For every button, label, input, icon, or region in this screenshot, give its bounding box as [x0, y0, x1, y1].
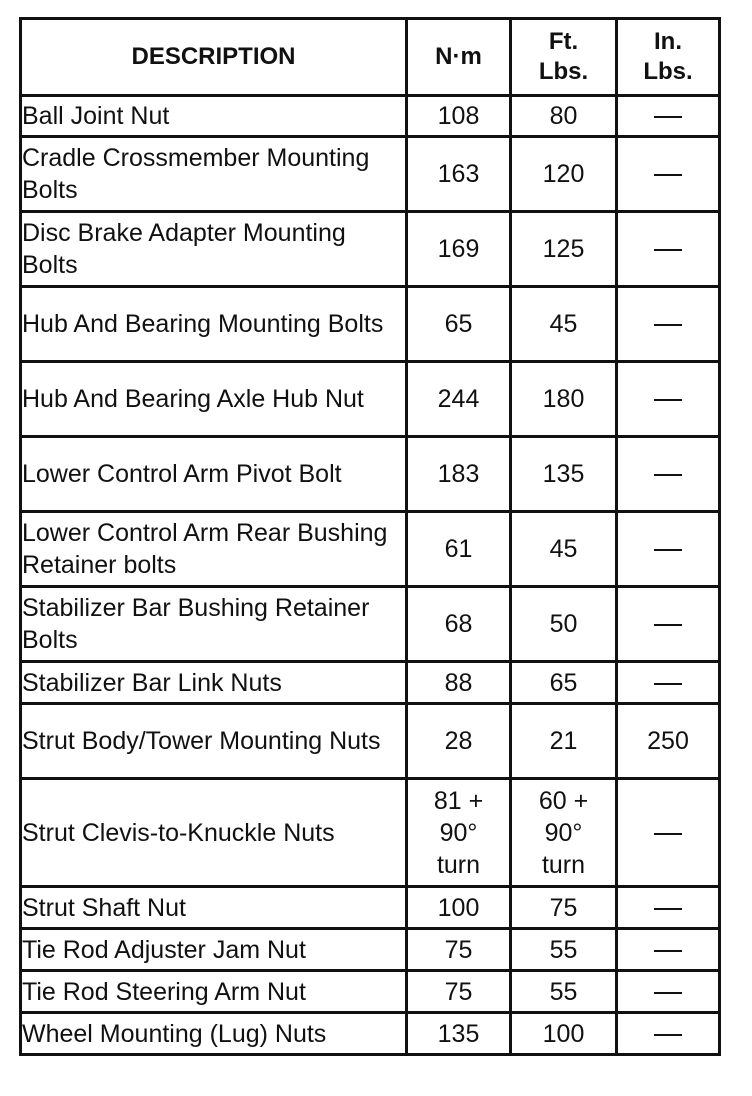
header-in-lbs-line1: In.	[654, 28, 682, 55]
row-ft-lbs: 135	[511, 437, 617, 512]
row-nm-line: 90°	[439, 818, 478, 847]
row-nm: 183	[407, 437, 511, 512]
row-nm: 100	[407, 887, 511, 929]
row-description: Strut Shaft Nut	[21, 887, 407, 929]
row-in-lbs-dash	[654, 624, 682, 626]
row-in-lbs-dash	[654, 474, 682, 476]
row-nm: 169	[407, 212, 511, 287]
table-row	[21, 437, 720, 512]
row-description: Wheel Mounting (Lug) Nuts	[21, 1013, 407, 1055]
row-nm: 68	[407, 587, 511, 662]
row-nm: 88	[407, 662, 511, 704]
row-in-lbs	[617, 662, 720, 704]
row-in-lbs-dash	[654, 1034, 682, 1036]
row-nm: 135	[407, 1013, 511, 1055]
row-in-lbs	[617, 779, 720, 887]
row-description: Tie Rod Steering Arm Nut	[21, 971, 407, 1013]
row-in-lbs	[617, 287, 720, 362]
table-row	[21, 362, 720, 437]
row-nm-line: 81 +	[433, 786, 484, 815]
row-description: Strut Body/Tower Mounting Nuts	[21, 704, 407, 779]
row-nm: 75	[407, 929, 511, 971]
row-in-lbs	[617, 512, 720, 587]
row-description: Strut Clevis-to-Knuckle Nuts	[21, 779, 407, 887]
row-in-lbs: 250	[617, 704, 720, 779]
row-description: Hub And Bearing Mounting Bolts	[21, 287, 407, 362]
torque-spec-table	[19, 17, 721, 1056]
table-row	[21, 779, 720, 887]
row-ft-lbs: 80	[511, 96, 617, 137]
row-ft-lbs: 125	[511, 212, 617, 287]
row-ft-lbs: 180	[511, 362, 617, 437]
row-in-lbs	[617, 137, 720, 212]
row-nm	[407, 779, 511, 887]
row-in-lbs	[617, 362, 720, 437]
row-description: Disc Brake Adapter Mounting Bolts	[21, 212, 407, 287]
row-in-lbs-dash	[654, 950, 682, 952]
row-ft-lbs: 75	[511, 887, 617, 929]
row-nm: 28	[407, 704, 511, 779]
header-in-lbs	[617, 19, 720, 96]
row-in-lbs-dash	[654, 549, 682, 551]
row-in-lbs	[617, 437, 720, 512]
row-in-lbs	[617, 1013, 720, 1055]
table-row	[21, 662, 720, 704]
header-ft-lbs-line1: Ft.	[548, 28, 579, 55]
header-ft-lbs	[511, 19, 617, 96]
row-ft-lbs: 45	[511, 512, 617, 587]
row-nm: 163	[407, 137, 511, 212]
row-in-lbs-dash	[654, 992, 682, 994]
row-in-lbs	[617, 587, 720, 662]
row-description: Hub And Bearing Axle Hub Nut	[21, 362, 407, 437]
header-description: DESCRIPTION	[21, 19, 407, 96]
row-in-lbs-dash	[654, 399, 682, 401]
row-ft-lbs: 55	[511, 971, 617, 1013]
table-row	[21, 212, 720, 287]
row-in-lbs	[617, 887, 720, 929]
row-description: Tie Rod Adjuster Jam Nut	[21, 929, 407, 971]
row-nm: 61	[407, 512, 511, 587]
row-in-lbs-dash	[654, 683, 682, 685]
row-ft-lbs: 21	[511, 704, 617, 779]
row-description: Ball Joint Nut	[21, 96, 407, 137]
table-row	[21, 929, 720, 971]
table-row	[21, 512, 720, 587]
table-row	[21, 1013, 720, 1055]
row-in-lbs-dash	[654, 249, 682, 251]
row-description: Cradle Crossmember Mounting Bolts	[21, 137, 407, 212]
row-ft-lbs: 55	[511, 929, 617, 971]
row-ft-lbs: 45	[511, 287, 617, 362]
table-row	[21, 287, 720, 362]
row-in-lbs	[617, 929, 720, 971]
table-row	[21, 96, 720, 137]
row-in-lbs-dash	[654, 833, 682, 835]
row-ft-lbs: 50	[511, 587, 617, 662]
row-nm: 244	[407, 362, 511, 437]
row-ft-lbs: 100	[511, 1013, 617, 1055]
table-row	[21, 587, 720, 662]
row-nm-line: turn	[436, 850, 481, 879]
row-in-lbs-dash	[654, 324, 682, 326]
header-in-lbs-line2: Lbs.	[643, 58, 693, 85]
row-nm: 75	[407, 971, 511, 1013]
row-description: Stabilizer Bar Bushing Retainer Bolts	[21, 587, 407, 662]
row-ft-lbs-line: turn	[541, 850, 586, 879]
header-row	[21, 19, 720, 96]
row-description: Lower Control Arm Pivot Bolt	[21, 437, 407, 512]
row-nm: 65	[407, 287, 511, 362]
row-in-lbs-dash	[654, 174, 682, 176]
table-row	[21, 887, 720, 929]
row-ft-lbs: 65	[511, 662, 617, 704]
row-in-lbs	[617, 971, 720, 1013]
row-ft-lbs-line: 60 +	[538, 786, 589, 815]
row-nm: 108	[407, 96, 511, 137]
table-row	[21, 971, 720, 1013]
row-ft-lbs: 120	[511, 137, 617, 212]
row-ft-lbs	[511, 779, 617, 887]
row-in-lbs-dash	[654, 908, 682, 910]
row-in-lbs	[617, 96, 720, 137]
row-description: Lower Control Arm Rear Bushing Retainer bolts	[21, 512, 407, 587]
table-row	[21, 704, 720, 779]
table-row	[21, 137, 720, 212]
row-description: Stabilizer Bar Link Nuts	[21, 662, 407, 704]
row-in-lbs	[617, 212, 720, 287]
header-nm: N·m	[407, 19, 511, 96]
header-ft-lbs-line2: Lbs.	[538, 58, 589, 85]
row-in-lbs-dash	[654, 116, 682, 118]
row-ft-lbs-line: 90°	[544, 818, 583, 847]
